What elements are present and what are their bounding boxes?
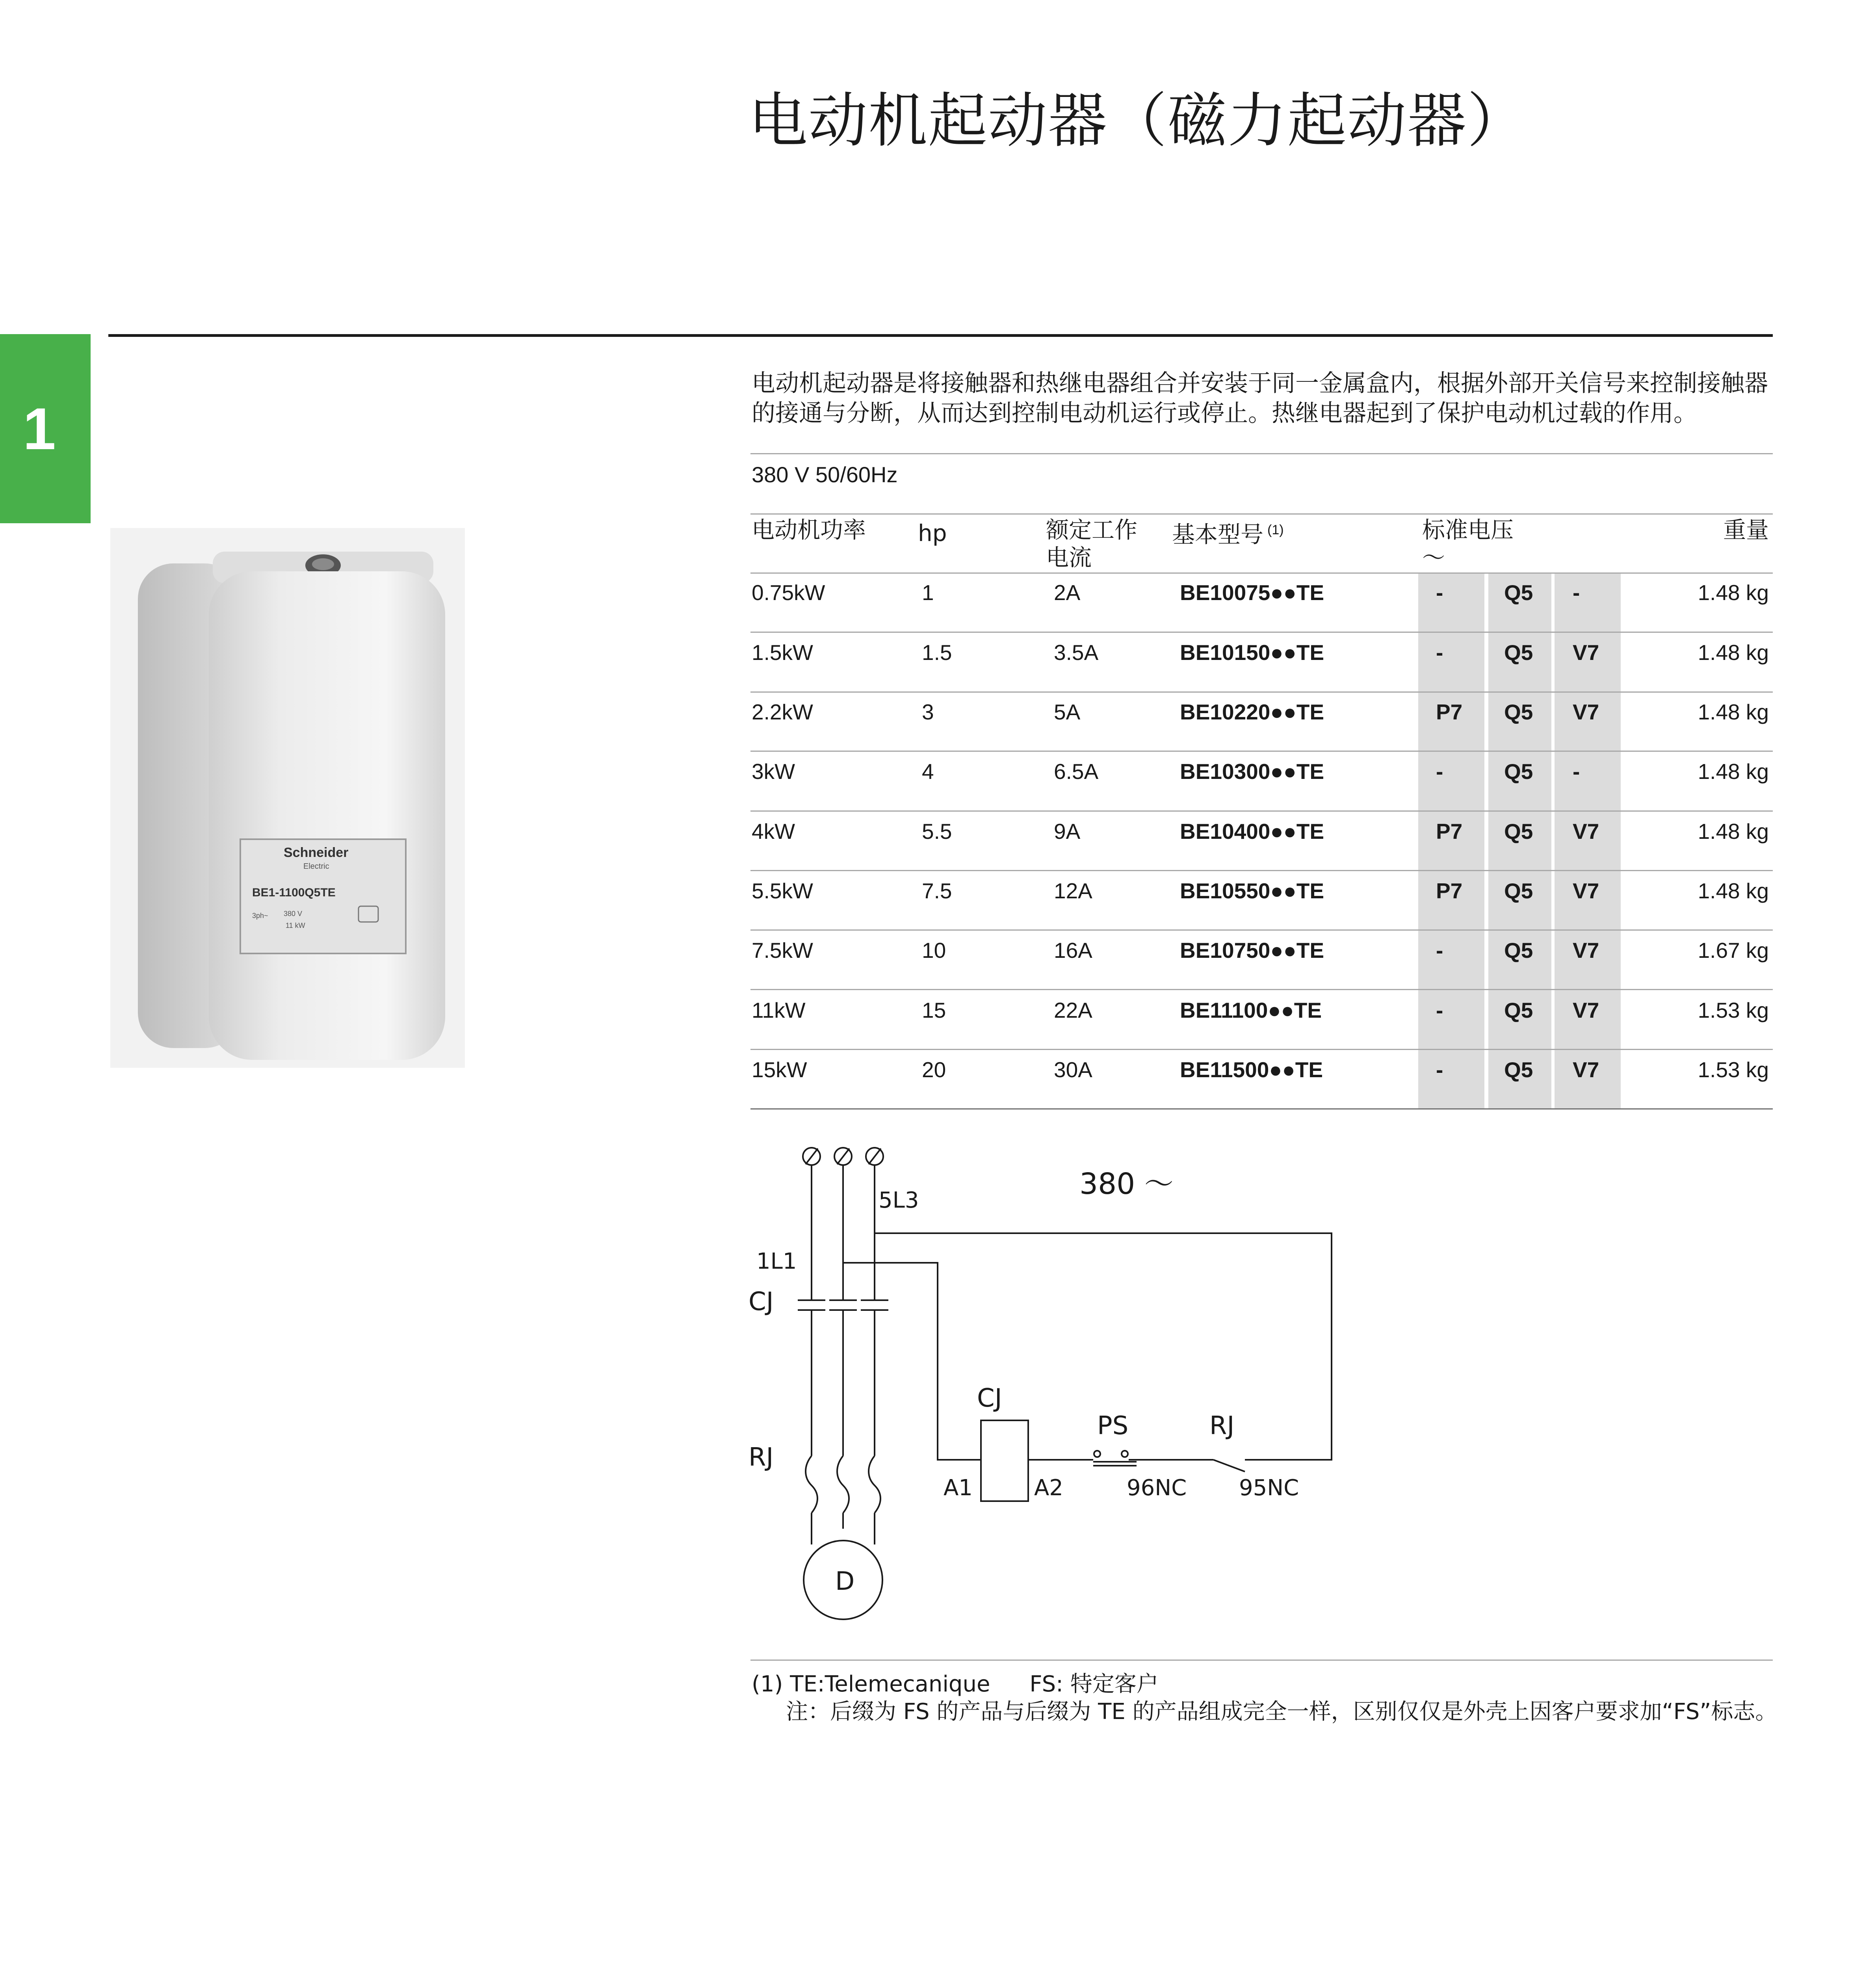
contactor-label: CJ [749, 1287, 774, 1316]
nc-contact-symbol [1213, 1460, 1245, 1472]
table-row-voltage-p7: P7 [1436, 879, 1463, 903]
table-row-power: 15kW [752, 1057, 807, 1082]
row-divider [750, 691, 1773, 693]
terminal-5l3-label: 5L3 [879, 1188, 919, 1213]
coil-symbol [981, 1420, 1028, 1501]
header-voltage-ac: ～ [1422, 544, 1445, 571]
table-row-weight: 1.48 kg [1698, 879, 1769, 903]
row-divider [750, 1049, 1773, 1050]
footnote-te: (1) TE:Telemecanique [752, 1671, 990, 1697]
table-row-voltage-q5: Q5 [1504, 640, 1533, 665]
table-row-current: 16A [1054, 938, 1092, 963]
table-row-hp: 1 [922, 580, 934, 605]
table-row-hp: 15 [922, 998, 946, 1022]
page-title: 电动机起动器（磁力起动器） [749, 87, 1527, 155]
coil-label: CJ [977, 1384, 1002, 1413]
table-row-current: 12A [1054, 879, 1092, 903]
table-row-weight: 1.48 kg [1698, 580, 1769, 605]
table-row-voltage-q5: Q5 [1504, 998, 1533, 1022]
label-brand-sub: Electric [303, 862, 329, 871]
intro-paragraph: 电动机起动器是将接触器和热继电器组合并安装于同一金属盒内，根据外部开关信号来控制接触器的接通与分断，从而达到控制电动机运行或停止。热继电器起到了保护电动机过载的作用。 [752, 370, 1768, 427]
terminal-1l1-label: 1L1 [756, 1249, 797, 1274]
table-row-voltage-v7: V7 [1573, 998, 1599, 1022]
table-row-voltage-p7: - [1436, 759, 1443, 784]
terminal-95nc-label: 95NC [1239, 1475, 1299, 1501]
table-row-voltage-q5: Q5 [1504, 580, 1533, 605]
table-row-current: 22A [1054, 998, 1092, 1022]
table-row-voltage-v7: - [1573, 580, 1580, 605]
table-row-model: BE10150●●TE [1180, 640, 1324, 665]
table-row-model: BE10220●●TE [1180, 700, 1324, 724]
table-row-power: 1.5kW [752, 640, 813, 665]
header-current-line2: 电流 [1046, 544, 1092, 571]
product-photo [110, 528, 465, 1068]
table-row-power: 0.75kW [752, 580, 825, 605]
table-row-model: BE10400●●TE [1180, 819, 1324, 844]
table-row-voltage-p7: - [1436, 938, 1443, 963]
thermal-relay-label: RJ [749, 1443, 774, 1472]
table-row-hp: 20 [922, 1057, 946, 1082]
row-divider [750, 929, 1773, 931]
chapter-number: 1 [23, 395, 56, 462]
label-spec-c: 11 kW [286, 922, 305, 929]
row-divider [750, 810, 1773, 812]
header-weight: 重量 [1723, 517, 1769, 543]
footnote-fs: FS: 特定客户 [1029, 1671, 1159, 1697]
table-row-voltage-v7: V7 [1573, 879, 1599, 903]
table-row-voltage-q5: Q5 [1504, 759, 1533, 784]
table-row-weight: 1.48 kg [1698, 700, 1769, 724]
header-voltage: 标准电压 [1422, 517, 1514, 543]
table-row-weight: 1.53 kg [1698, 1057, 1769, 1082]
table-row-voltage-q5: Q5 [1504, 938, 1533, 963]
table-row-voltage-p7: - [1436, 640, 1443, 665]
footnote-2: 注：后缀为 FS 的产品与后缀为 TE 的产品组成完全一样，区别仅仅是外壳上因客户要求加“FS”标志。 [786, 1699, 1778, 1725]
label-spec-a: 3ph~ [252, 912, 268, 920]
table-row-weight: 1.48 kg [1698, 819, 1769, 844]
table-row-voltage-v7: - [1573, 759, 1580, 784]
label-spec-b: 380 V [284, 910, 303, 918]
terminal-a2-label: A2 [1034, 1475, 1063, 1501]
supply-voltage-label: 380 ～ [1079, 1167, 1174, 1201]
table-row-model: BE10300●●TE [1180, 759, 1324, 784]
table-row-voltage-v7: V7 [1573, 640, 1599, 665]
header-model: 基本型号 $^{(1)}$ [1172, 521, 1284, 548]
table-row-power: 5.5kW [752, 879, 813, 903]
header-hp: hp [918, 520, 947, 546]
footnote-1 [752, 1667, 1159, 1698]
thermal-relay-elements [806, 1456, 880, 1513]
table-row-voltage-v7: V7 [1573, 1057, 1599, 1082]
table-row-current: 9A [1054, 819, 1081, 844]
table-row-voltage-v7: V7 [1573, 819, 1599, 844]
table-row-hp: 4 [922, 759, 934, 784]
table-row-model: BE10075●●TE [1180, 580, 1324, 605]
table-row-voltage-q5: Q5 [1504, 879, 1533, 903]
table-row-current: 2A [1054, 580, 1081, 605]
header-power: 电动机功率 [752, 517, 866, 543]
label-brand: Schneider [284, 845, 349, 860]
table-row-model: BE11500●●TE [1180, 1057, 1323, 1082]
row-divider [750, 1108, 1773, 1110]
table-row-voltage-p7: - [1436, 1057, 1443, 1082]
label-model: BE1-1100Q5TE [252, 886, 336, 899]
table-row-weight: 1.48 kg [1698, 640, 1769, 665]
divider [750, 1660, 1773, 1661]
push-switch-symbol [1093, 1451, 1137, 1466]
header-current: 额定工作 [1046, 517, 1138, 543]
header-model-footnote: (1) [1267, 522, 1284, 537]
table-row-voltage-p7: P7 [1436, 700, 1463, 724]
table-row-hp: 1.5 [922, 640, 952, 665]
table-row-power: 11kW [752, 998, 806, 1022]
table-row-current: 6.5A [1054, 759, 1099, 784]
table-row-voltage-v7: V7 [1573, 938, 1599, 963]
table-row-model: BE11100●●TE [1180, 998, 1322, 1022]
supply-terminals [803, 1148, 883, 1165]
table-row-model: BE10750●●TE [1180, 938, 1324, 963]
row-divider [750, 989, 1773, 990]
header-rule [108, 334, 1773, 337]
table-row-current: 30A [1054, 1057, 1092, 1082]
divider [750, 513, 1773, 515]
table-row-voltage-q5: Q5 [1504, 1057, 1533, 1082]
push-switch-label: PS [1097, 1411, 1129, 1440]
table-row-power: 2.2kW [752, 700, 813, 724]
table-row-hp: 7.5 [922, 879, 952, 903]
table-row-current: 5A [1054, 700, 1081, 724]
table-row-voltage-p7: - [1436, 998, 1443, 1022]
table-row-weight: 1.48 kg [1698, 759, 1769, 784]
table-row-voltage-q5: Q5 [1504, 819, 1533, 844]
table-row-voltage-q5: Q5 [1504, 700, 1533, 724]
terminal-a1-label: A1 [944, 1475, 973, 1501]
table-row-current: 3.5A [1054, 640, 1099, 665]
wiring-diagram [741, 1135, 1387, 1651]
table-row-power: 3kW [752, 759, 795, 784]
table-row-voltage-v7: V7 [1573, 700, 1599, 724]
motor-label: D [835, 1567, 855, 1596]
table-row-power: 4kW [752, 819, 795, 844]
table-row-voltage-p7: P7 [1436, 819, 1463, 844]
relay-contact-label: RJ [1209, 1411, 1235, 1440]
table-row-weight: 1.67 kg [1698, 938, 1769, 963]
row-divider [750, 632, 1773, 633]
voltage-heading: 380 V 50/60Hz [752, 462, 898, 487]
table-row-power: 7.5kW [752, 938, 813, 963]
row-divider [750, 572, 1773, 574]
table-row-hp: 3 [922, 700, 934, 724]
table-row-weight: 1.53 kg [1698, 998, 1769, 1022]
row-divider [750, 751, 1773, 752]
row-divider [750, 870, 1773, 871]
divider [750, 453, 1773, 454]
table-row-hp: 5.5 [922, 819, 952, 844]
terminal-96nc-label: 96NC [1127, 1475, 1187, 1501]
table-row-hp: 10 [922, 938, 946, 963]
contactor-main-contacts [798, 1300, 888, 1310]
table-row-model: BE10550●●TE [1180, 879, 1324, 903]
table-row-voltage-p7: - [1436, 580, 1443, 605]
